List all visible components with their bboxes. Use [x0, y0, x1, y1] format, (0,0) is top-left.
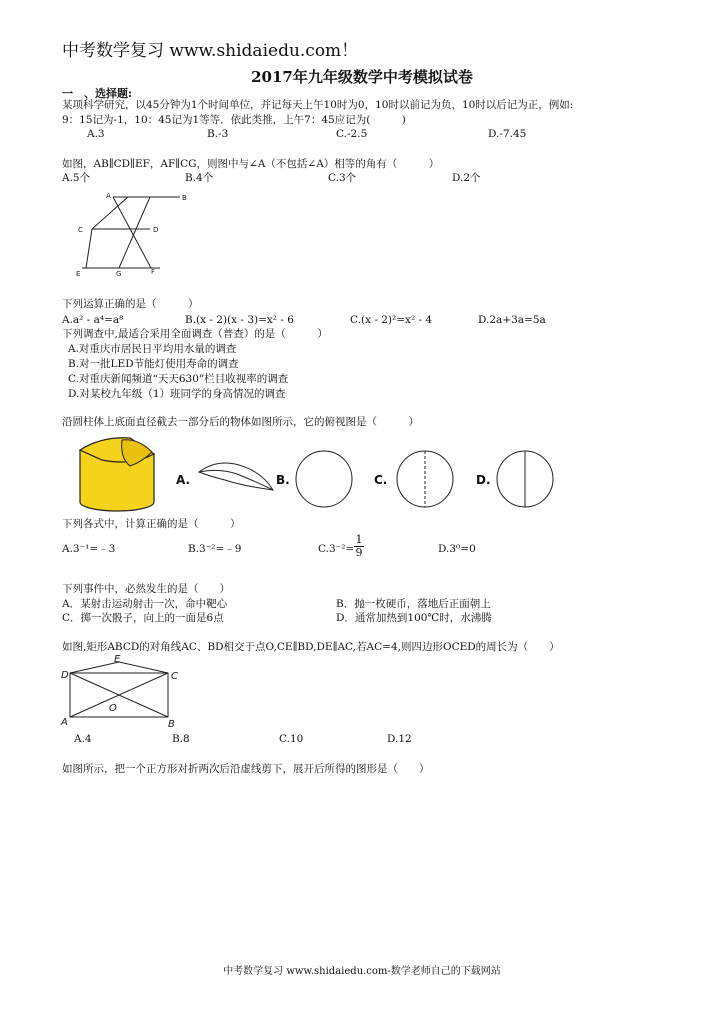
- q6-stem: 下列各式中，计算正确的是（ ）: [62, 518, 241, 530]
- q1-option-d: D.-7.45: [488, 128, 527, 140]
- segment-de: [70, 662, 119, 673]
- site-header: 中考数学复习 www.shidaiedu.com！: [62, 41, 359, 61]
- q6-fraction-denominator: 9: [355, 546, 363, 559]
- exam-title: 2017年九年级数学中考模拟试卷: [251, 68, 473, 86]
- q2-label-e: E: [76, 270, 81, 278]
- q7-stem: 下列事件中，必然发生的是（ ）: [62, 583, 230, 595]
- q2-option-b: B.4个: [185, 172, 214, 184]
- q3-option-c: C.(x - 2)²=x² - 4: [350, 314, 433, 326]
- q7-option-b: B．抛一枚硬币，落地后正面朝上: [336, 598, 491, 610]
- q8-label-o: O: [109, 703, 117, 714]
- q6-option-d: D.3⁰=0: [438, 543, 476, 555]
- q7-option-c: C．掷一次骰子，向上的一面是6点: [62, 612, 224, 624]
- section-heading: 一 、选择题:: [62, 87, 133, 100]
- q3-option-b: B.(x - 2)(x - 3)=x² - 6: [185, 314, 294, 326]
- line-a-c: [92, 197, 128, 229]
- q4-option-b: B.对一批LED节能灯使用寿命的调查: [68, 358, 239, 370]
- q2-option-c: C.3个: [328, 172, 357, 184]
- q5-option-d-figure: [495, 448, 557, 510]
- q3-stem: 下列运算正确的是（ ）: [62, 298, 199, 310]
- q8-label-a: A: [61, 717, 68, 728]
- q4-option-a: A.对重庆市居民日平均用水量的调查: [68, 343, 237, 355]
- q1-option-c: C.-2.5: [336, 128, 368, 140]
- q8-option-d: D.12: [387, 733, 412, 745]
- q6-option-c: C.3⁻²=: [318, 543, 355, 555]
- q8-label-d: D: [61, 670, 69, 681]
- q6-fraction-numerator: 1: [355, 533, 363, 546]
- q2-parallel-lines-figure: [68, 188, 198, 280]
- q2-label-c: C: [78, 226, 83, 234]
- q3-option-d: D.2a+3a=5a: [478, 314, 546, 326]
- q8-label-e: E: [114, 654, 121, 665]
- q2-stem: 如图，AB∥CD∥EF，AF∥CG，则图中与∠A（不包括∠A）相等的角有（ ）: [62, 158, 440, 170]
- q1-option-b: B.-3: [207, 128, 229, 140]
- q2-label-f: F: [151, 268, 156, 276]
- q5-cut-cylinder: [72, 432, 162, 512]
- q1-option-a: A.3: [87, 128, 105, 140]
- q8-label-b: B: [168, 719, 175, 729]
- q8-stem: 如图,矩形ABCD的对角线AC、BD相交于点O,CE∥BD,DE∥AC,若AC=4,则四边形OCED的周长为（ ）: [62, 641, 560, 653]
- line-c-e: [86, 229, 92, 268]
- q9-stem: 如图所示，把一个正方形对折两次后沿虚线剪下，展开后所得的图形是（ ）: [62, 763, 430, 775]
- q4-option-d: D.对某校九年级（1）班同学的身高情况的调查: [68, 388, 286, 400]
- segment-ce: [119, 662, 168, 673]
- q8-option-c: C.10: [279, 733, 304, 745]
- q2-label-b: B: [182, 194, 187, 202]
- q4-option-c: C.对重庆新闻频道“天天630”栏目收视率的调查: [68, 373, 289, 385]
- q7-option-d: D．通常加热到100℃时，水沸腾: [336, 612, 492, 624]
- page-footer: 中考数学复习 www.shidaiedu.com-数学老师自己的下载网站: [223, 966, 501, 977]
- q1-stem-line1: 某项科学研究，以45分钟为1个时间单位，并记每天上午10时为0，10时以前记为负，10时以后记为正，例如:: [62, 99, 574, 111]
- q8-label-c: C: [171, 671, 178, 682]
- q2-label-g: G: [116, 270, 122, 278]
- q4-stem: 下列调查中,最适合采用全面调查（普查）的是（ ）: [62, 328, 328, 340]
- q8-option-a: A.4: [74, 733, 92, 745]
- q5-option-c-label: C.: [374, 473, 388, 487]
- q6-fraction: [354, 534, 364, 559]
- q5-option-a-figure: [195, 452, 277, 496]
- q1-stem-line2: 9：15记为-1，10：45记为1等等．依此类推，上午7：45应记为( ): [62, 114, 406, 126]
- q6-option-a: A.3⁻¹=﹣3: [62, 543, 116, 555]
- q5-stem: 沿圆柱体上底面直径截去一部分后的物体如图所示，它的俯视图是（ ）: [62, 416, 419, 428]
- q3-option-a: A.a² - a⁴=a⁸: [62, 314, 124, 326]
- q2-label-a: A: [106, 192, 111, 200]
- q5-option-b-label: B.: [276, 473, 290, 487]
- q5-option-b-figure: [294, 448, 356, 510]
- q6-option-b: B.3⁻²=﹣9: [188, 543, 242, 555]
- q8-option-b: B.8: [172, 733, 190, 745]
- q7-option-a: A．某射击运动射击一次，命中靶心: [62, 598, 228, 610]
- q5-option-a-label: A.: [176, 473, 191, 487]
- q8-rectangle-figure: [60, 653, 184, 729]
- q2-option-d: D.2个: [452, 172, 481, 184]
- q5-option-c-figure: [395, 448, 457, 510]
- q5-option-d-label: D.: [476, 473, 491, 487]
- q2-option-a: A.5个: [62, 172, 91, 184]
- q2-label-d: D: [153, 226, 159, 234]
